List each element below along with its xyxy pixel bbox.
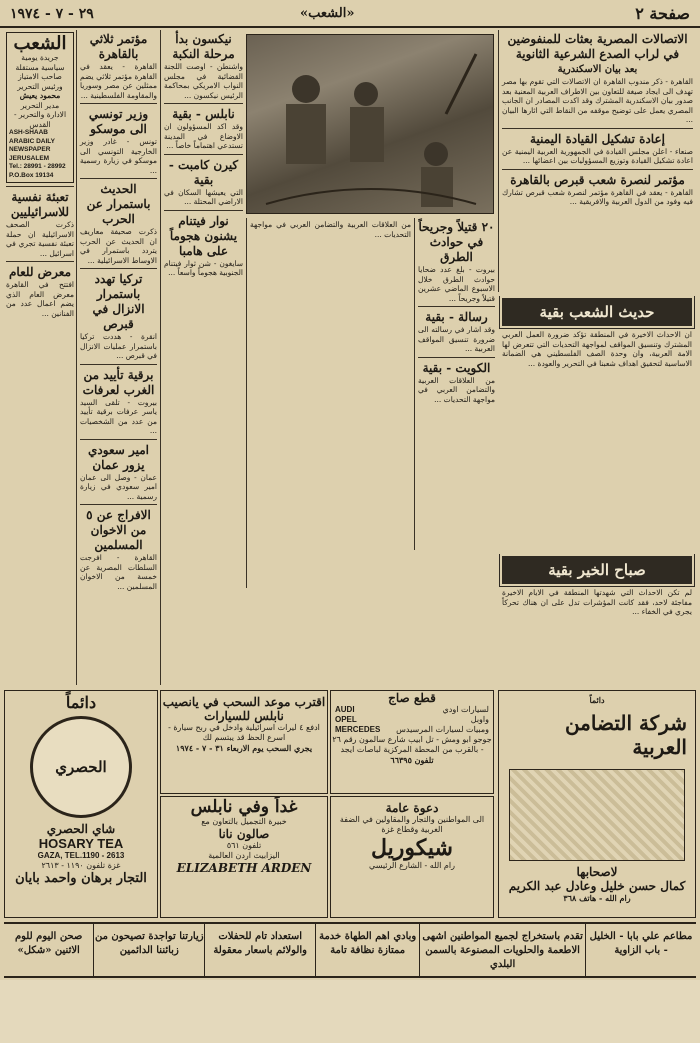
ad-solidarity-city: رام الله - هاتف ٣٦٨ [563,893,631,903]
ad-spare-en-line: OPEL [335,715,357,724]
col3-text-1: واشنطن - اوصت اللجنة القضائية في مجلس النواب الامريكي بمحاكمة الرئيس نيكسون ... [164,62,243,100]
footer-cell: مطاعم علي بابا - الخليل - باب الزاوية [585,924,696,976]
col1-text-2: صنعاء - اعلن مجلس القيادة في الجمهورية العربية اليمنية عن اعادة تشكيل القيادة وتوزيع المسؤوليات بين اعضائها ... [502,146,693,165]
ad-tea-seal [30,716,132,818]
divider [80,268,157,269]
col4-text-1: القاهرة - يعقد في القاهرة مؤتمر ثلاثي يضم ممثلين عن مصر وسوريا والمقاومة الفلسطينية ... [80,62,157,100]
masthead-line: محمود يعيش [19,91,61,100]
col2-headline-2: رسالة - بقية [425,310,488,324]
col4-text-5: بيروت - تلقى السيد ياسر عرفات برقية تأييد من عدد من الشخصيات ... [80,397,157,435]
masthead-subtitle: جريدة يومية سياسية مستقلة [15,53,65,72]
ad-solidarity-tag: دائماً [589,695,605,705]
morning-box [498,554,696,684]
col4-text-4: انقرة - هددت تركيا باستمرار عمليات الانزال في قبرص ... [80,332,157,360]
page-header [0,0,700,28]
masthead-box [6,32,74,183]
header-date: ٢٩ - ٧ - ١٩٧٤ [10,6,94,22]
ad-spare-ar-line: لسيارات اودي [442,705,489,714]
col3-text-3: التي يعيشها السكان في الاراضي المحتلة ... [164,187,243,206]
col3b-text: من العلاقات العربية والتضامن العربي في مواجهة التحديات ... [250,220,411,239]
masthead-section-text-2: افتتح في القاهرة معرض العام الذي يضم اعمال عدد من الفنانين ... [6,280,74,318]
ad-tea-tel-ar: غزة تلفون ١١٩٠ - ٢٦١٣ [41,861,121,870]
ad-salon-title: غداً وفي نابلس [190,797,298,817]
col2-text-2: وقد اشار في رسالته الى ضرورة تنسيق المواقف العربية ... [418,325,495,353]
masthead-column [4,30,76,685]
ad-spare-ar-line: واوبل [470,715,489,724]
masthead-line: الادارة والتحرير - القدس [13,110,67,129]
column-3b [246,218,414,588]
col3-headline-2: نابلس - بقية [172,107,235,121]
col1-headline-2: إعادة تشكيل القيادة اليمنية [530,131,665,146]
col3-headline-4: نوار فيتنام يشنون هجوماً على هامبا [169,213,238,258]
col1-headline-3: مؤتمر لنصرة شعب قبرص بالقاهرة [510,172,685,187]
news-photo [246,34,494,214]
ad-spare-parts [330,690,494,794]
col1-subheadline-1: بعد بيان الاسكندرية [557,64,638,75]
ad-solidarity-owners-label: لاصحابها [576,865,618,879]
ad-car-lottery [160,690,328,794]
col2-headline-3: الكويت - بقية [422,360,491,375]
ad-salon [160,796,328,918]
footer-cell: صحن اليوم للوم الاثنين «شكل» [14,931,83,956]
ad-invitation-body: الى المواطنين والتجار والمقاولين في الضفة الغربية وقطاع غزة [339,815,485,834]
divider [164,210,243,211]
ad-spare-ar-list [396,705,489,735]
ad-tea-en: HOSARY TEA [38,836,124,851]
ad-invitation-brand: شيكوريل [371,835,453,861]
ad-solidarity-title: شركة التضامن العربية [564,711,687,759]
ad-tea-donors: التجار برهان واحمد بايان [15,871,147,886]
footer-cell: استعداد تام للحفلات والولائم باسعار معقولة [204,924,315,976]
ad-spare-en-line: MERCEDES [335,725,381,734]
col3-headline-1: نيكسون بدأ مرحلة النكبة [172,32,235,61]
editorial-title: حديث الشعب بقية [502,298,692,326]
ad-solidarity [498,690,696,918]
col4-headline-4: تركيا تهدد باستمرار الانزال في قبرص [92,272,145,331]
masthead-line: صاحب الامتياز ورئيس التحرير [17,72,63,91]
ad-salon-brand: ELIZABETH ARDEN [176,861,312,875]
column-3 [160,30,246,685]
morning-title: صباح الخير بقية [502,556,692,584]
col4-headline-6: امير سعودي يزور عمان [88,442,149,472]
col4-headline-1: مؤتمر ثلاثي بالقاهرة [89,32,148,61]
divider [418,357,495,358]
ad-spare-phone: تلفون ٦٦٣٩٥ [390,755,434,765]
ad-invitation-title: دعوة عامة [385,801,439,815]
col1-text-1: القاهرة - ذكر مندوب القاهرة ان الاتصالات التي تقوم بها مصر تهدف الى ايجاد صيغة للتعاون بين الاطراف العربية المعنية بعد صدور بيان الاسكندرية المشترك وقد اكدت المصادر ان الجانب المصري يعمل على توضيح موقفه من النقاط التي اثارها البيان ... [502,77,693,124]
ad-tea-seal-text: الحصري [55,758,107,776]
ad-salon-phone: تلفون ٥٦١ [226,841,262,850]
col3-text-2: وقد اكد المسؤولون ان الاوضاع في المدينة تستدعي اهتماماً خاصاً ... [164,122,243,150]
col3-text-4: سايغون - شن ثوار فيتنام الجنوبية هجوماً واسعاً ... [164,258,243,277]
masthead-line: مدير التحرير [20,100,60,110]
masthead-section-title-2: معرض للعام [8,265,72,279]
col4-text-7: القاهرة - افرجت السلطات المصرية عن خمسة من الاخوان المسلمين ... [80,553,157,591]
masthead-english [9,129,71,180]
ad-salon-brand-ar: اليزابيث اردن العالمية [208,851,280,860]
divider [80,364,157,365]
masthead-en-line: ASH-SHAAB [9,129,48,136]
col2-text-3: من العلاقات العربية والتضامن العربي في مواجهة التحديات ... [418,375,495,404]
page-bottom-margin [0,980,700,1043]
masthead-en-line: ARABIC DAILY [9,137,55,145]
editorial-box [498,296,696,550]
ad-lottery-date: يجري السحب يوم الاربعاء ٣١ - ٧ - ١٩٧٤ [175,743,313,753]
ad-solidarity-owners: كمال حسن خليل وعادل عبد الكريم [508,879,686,893]
ad-salon-body: خبيرة التجميل بالتعاون مع [201,817,287,826]
editorial-text: ان الاحداث الاخيرة في المنطقة تؤكد ضرورة العمل العربي المشترك وتنسيق المواقف لمواجهة التحديات التي تتعرض لها الامة العربية، وان وحدة الصف الفلسطيني هي الضمانة الاساسية لتحقيق اهداف شعبنا في التحرير والعودة ... [502,330,692,368]
divider [164,154,243,155]
header-page-label: صفحة ٢ [635,4,690,23]
col4-headline-2: وزير تونسي الى موسكو [88,107,149,136]
ad-hosary-tea [4,690,158,918]
masthead-title: الشعب [13,33,67,54]
col2-text-1: بيروت - بلغ عدد ضحايا حوادث الطرق خلال الاسبوع الماضي عشرين قتيلاً وجريحاً ... [418,265,495,303]
footer-cell: زيارتنا تواجدة تصيحون من زبائننا الدائمين [93,924,204,976]
column-2 [414,218,498,550]
ad-tea-ar: شاي الحصري [46,822,116,836]
ad-salon-name: صالون نانا [218,827,270,841]
divider [80,103,157,104]
masthead-en-line: Tel.: 28991 - 28992 [9,163,66,170]
divider [80,178,157,179]
ad-lottery-title: اقترب موعد السحب في يانصيب نابلس للسيارات [162,695,326,723]
col1-text-3: القاهرة - يعقد في القاهرة مؤتمر لنصرة شعب قبرص تشارك فيه وفود من الدول العربية والافريقية ... [502,187,693,206]
divider [418,306,495,307]
ad-spare-title: قطع صاج [388,691,436,705]
ad-spare-ar-line: ومبيات لسيارات المرسيدس [396,725,489,734]
morning-text: لم تكن الاحداث التي شهدتها المنطقة في الايام الاخيرة مفاجئة لاحد، فقد كانت المؤشرات تدل على ان هناك تحركاً يجري في الخفاء ... [502,588,692,616]
news-photo-graphic [246,34,494,214]
col2-headline-1: ٢٠ قتيلاً وجريحاً في حوادث الطرق [418,220,495,264]
ad-spare-brands [331,705,493,735]
ad-invitation [330,796,494,918]
footer-cell: وبادي اهم الطهاة خدمة ممتازة نظافة تامة [315,924,419,976]
col4-headline-3: الحديث باستمرار عن الحرب [86,182,151,226]
ad-tea-tag: دائماً [65,693,97,712]
col4-headline-5: برقية تأييد من الغرب لعرفات [82,367,155,397]
col4-headline-7: الافراج عن ٥ من الاخوان المسلمين [86,508,151,552]
ad-spare-en-list [335,705,380,735]
ad-solidarity-illustration [509,769,685,861]
masthead-en-line: JERUSALEM [9,154,50,162]
masthead-en-line: P.O.Box 19134 [9,171,54,179]
column-4 [76,30,160,685]
ad-spare-en-line: AUDI [335,705,355,714]
divider [6,186,74,187]
divider [80,439,157,440]
header-paper-name: «الشعب» [300,6,355,21]
col3-headline-3: كيرن كامبت - بقية [168,157,239,187]
col4-text-3: ذكرت صحيفة معاريف ان الحديث عن الحرب يتردد باستمرار في الاوساط الاسرائيلية ... [80,227,157,265]
ad-tea-tel: GAZA, TEL.1190 - 2613 [37,851,125,860]
divider [164,103,243,104]
col4-text-2: تونس - غادر وزير الخارجية التونسي الى موسكو في زيارة رسمية ... [80,137,157,175]
masthead-section-text: ذكرت الصحف الاسرائيلية ان حملة تعبئة نفسية تجري في اسرائيل ... [6,220,74,258]
col1-headline-1: الاتصالات المصرية بعثات للمنفوضين في لراب الصدع الشرعية الثانوية [507,32,688,61]
divider [80,504,157,505]
divider [502,169,693,170]
column-1 [498,30,696,292]
col4-text-6: عمان - وصل الى عمان امير سعودي في زيارة رسمية ... [80,472,157,501]
divider [6,261,74,262]
ad-lottery-body: ادفع ٤ ليرات اسرائيلية وادخل في ربح سيارة - اسرع الحظ قد يبتسم لك [168,723,320,742]
divider [502,128,693,129]
masthead-section-title: تعبئة نفسية للاسرائيليين [10,190,70,219]
masthead-en-line: NEWSPAPER [9,146,51,153]
footer-cell: تقدم باستخراج لجميع المواطنين اشهى الاطعمة والحلويات المصنوعة بالسمن البلدي [419,924,585,976]
ad-invitation-sub: رام الله - الشارع الرئيسي [369,861,455,870]
footer-strip [4,922,696,978]
ad-spare-body: جوجو ابو ومش - تل ابيب شارع سالمون رقم ٢٦ - بالقرب من المحطة المركزية لباصات ايجد [332,735,492,754]
